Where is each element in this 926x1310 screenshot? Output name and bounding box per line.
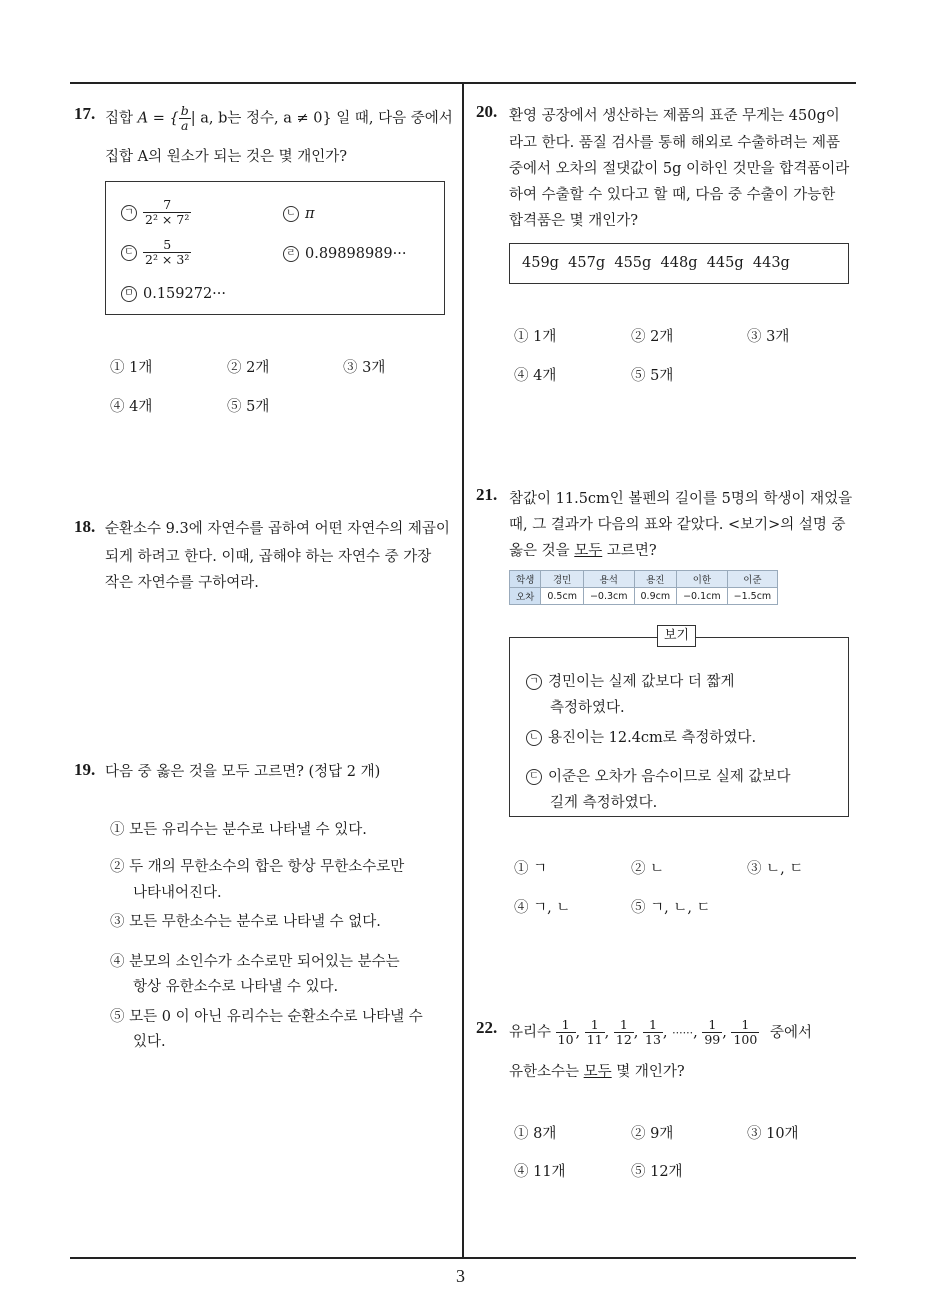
q21-bogi-1-cont: 측정하였다. xyxy=(550,700,625,716)
frac-num: 1 xyxy=(702,1018,722,1033)
q19-option-5[interactable]: ⑤ 모든 0 이 아닌 유리수는 순환소수로 나타낼 수 xyxy=(110,1009,423,1025)
q17-line2: 집합 A의 원소가 되는 것은 몇 개인가? xyxy=(105,149,347,165)
q21-line3 xyxy=(509,539,657,560)
q22-frac-11 xyxy=(585,1018,605,1047)
q17-item3 xyxy=(121,238,191,267)
q21-line3-a: 옳은 것을 xyxy=(509,543,575,559)
q17-text-b: | a, b는 정수, a ≠ 0} 일 때, 다음 중에서 xyxy=(190,110,453,127)
table-cell: −0.3cm xyxy=(583,588,634,605)
mark-circle: ㅁ xyxy=(121,286,137,302)
table-cell: 0.9cm xyxy=(634,588,677,605)
q17-item2 xyxy=(283,206,315,222)
q22-number: 22. xyxy=(476,1018,498,1037)
frac-num: 1 xyxy=(614,1018,634,1033)
q20-choice-4[interactable]: ④ 4개 xyxy=(514,368,557,384)
q17-choice-4[interactable]: ④ 4개 xyxy=(110,399,153,415)
frac-den: 2² × 3² xyxy=(145,252,190,267)
table-cell: −1.5cm xyxy=(727,588,778,605)
q21-choice-2[interactable]: ② ㄴ xyxy=(631,861,665,877)
column-divider xyxy=(462,82,464,1258)
q22-line2-a: 유한소수는 xyxy=(509,1064,584,1080)
q17-choice-2[interactable]: ② 2개 xyxy=(227,360,270,376)
q17-line1 xyxy=(105,104,453,133)
mark-circle: ㄴ xyxy=(283,206,299,222)
q17-fraction xyxy=(179,104,191,133)
q20-number: 20. xyxy=(476,102,498,121)
mark-circle: ㄷ xyxy=(121,245,137,261)
q22-choice-2[interactable]: ② 9개 xyxy=(631,1126,674,1142)
q21-bogi-label: 보기 xyxy=(657,625,696,647)
q21-bogi-2 xyxy=(526,726,756,747)
q20-line3: 중에서 오차의 절댓값이 5g 이하인 것만을 합격품이라 xyxy=(509,161,850,177)
q17-frac-den: a xyxy=(180,118,189,133)
q17-item4 xyxy=(283,246,406,262)
table-cell: 이준 xyxy=(727,571,778,588)
q22-ellipsis: ······ xyxy=(672,1026,694,1040)
mark-circle: ㄱ xyxy=(121,205,137,221)
q22-tail: 중에서 xyxy=(769,1024,812,1041)
frac-den: 99 xyxy=(704,1032,721,1047)
q17-choice-1[interactable]: ① 1개 xyxy=(110,360,153,376)
table-row xyxy=(510,588,778,605)
q20-choice-1[interactable]: ① 1개 xyxy=(514,329,557,345)
q17-item2-text: π xyxy=(305,206,315,222)
frac-num: 1 xyxy=(643,1018,663,1033)
q20-line2: 라고 한다. 품질 검사를 통해 해외로 수출하려는 제품 xyxy=(509,135,841,151)
frac-den: 12 xyxy=(615,1032,632,1047)
q20-line1: 환영 공장에서 생산하는 제품의 표준 무게는 450g이 xyxy=(509,108,840,124)
q17-frac-num: b xyxy=(180,103,189,118)
table-header-row xyxy=(510,571,778,588)
q22-frac-10 xyxy=(556,1018,576,1047)
page-number: 3 xyxy=(456,1266,465,1286)
frac-num: 5 xyxy=(143,238,191,253)
q19-option-4[interactable]: ④ 분모의 소인수가 소수로만 되어있는 분수는 xyxy=(110,954,400,970)
q21-choice-3[interactable]: ③ ㄴ, ㄷ xyxy=(747,861,804,877)
q20-line4: 하여 수출할 수 있다고 할 때, 다음 중 수출이 가능한 xyxy=(509,187,836,203)
table-cell: 0.5cm xyxy=(541,588,584,605)
q22-choice-3[interactable]: ③ 10개 xyxy=(747,1126,799,1142)
q20-choice-3[interactable]: ③ 3개 xyxy=(747,329,790,345)
q20-weights: 459g 457g 455g 448g 445g 443g xyxy=(522,255,790,271)
q21-bogi-3-text: 이준은 오차가 음수이므로 실제 값보다 xyxy=(548,769,791,785)
mark-circle: ㄴ xyxy=(526,730,542,746)
q18-line2: 되게 하려고 한다. 이때, 곱해야 하는 자연수 중 가장 xyxy=(105,549,432,565)
q20-line5: 합격품은 몇 개인가? xyxy=(509,213,639,229)
q19-option-4-cont: 항상 유한소수로 나타낼 수 있다. xyxy=(133,979,339,995)
q22-frac-13 xyxy=(643,1018,663,1047)
q17-item5 xyxy=(121,286,226,302)
q17-set-def: A = { xyxy=(137,110,179,127)
q22-lead: 유리수 xyxy=(509,1024,552,1041)
q19-option-2-cont: 나타내어진다. xyxy=(133,885,222,901)
frac-num: 7 xyxy=(143,198,191,213)
q22-line1: 유리수 $\frac{1}{10}$ , $\frac{1}{11}$ , $\frac{1}{12}$ , $\frac{1}{13}$ , ······, $\frac{1}{99}$ , $\frac{1}{100}$ 중에서 xyxy=(509,1017,812,1047)
q17-choice-5[interactable]: ⑤ 5개 xyxy=(227,399,270,415)
q21-bogi-2-text: 용진이는 12.4cm로 측정하였다. xyxy=(548,730,757,746)
q21-line1: 참값이 11.5cm인 볼펜의 길이를 5명의 학생이 재었을 xyxy=(509,491,853,507)
mark-circle: ㄱ xyxy=(526,674,542,690)
table-cell: 오차 xyxy=(510,588,541,605)
q21-bogi-3-cont: 길게 측정하였다. xyxy=(550,795,658,811)
q19-number: 19. xyxy=(74,760,96,779)
q21-line3-underlined: 모두 xyxy=(574,543,603,559)
q22-line2-b: 몇 개인가? xyxy=(611,1064,685,1080)
q18-line1: 순환소수 9.3에 자연수를 곱하여 어떤 자연수의 제곱이 xyxy=(105,521,450,537)
q17-item4-text: 0.89898989··· xyxy=(305,246,407,262)
table-cell: 경민 xyxy=(541,571,584,588)
q19-option-5-cont: 있다. xyxy=(133,1034,166,1050)
frac-num: 1 xyxy=(585,1018,605,1033)
q21-choice-4[interactable]: ④ ㄱ, ㄴ xyxy=(514,900,571,916)
q17-number: 17. xyxy=(74,104,96,123)
q19-option-2[interactable]: ② 두 개의 무한소수의 합은 항상 무한소수로만 xyxy=(110,859,405,875)
mark-circle: ㄷ xyxy=(526,769,542,785)
table-cell: 이한 xyxy=(677,571,728,588)
table-cell: 용석 xyxy=(583,571,634,588)
q21-number: 21. xyxy=(476,485,498,504)
q22-frac-99 xyxy=(702,1018,722,1047)
q22-choice-5[interactable]: ⑤ 12개 xyxy=(631,1164,683,1180)
mark-circle: ㄹ xyxy=(283,246,299,262)
q17-item3-frac xyxy=(143,238,191,267)
q21-choice-5[interactable]: ⑤ ㄱ, ㄴ, ㄷ xyxy=(631,900,711,916)
q20-choice-5[interactable]: ⑤ 5개 xyxy=(631,368,674,384)
frac-num: 1 xyxy=(731,1018,759,1033)
q17-item1 xyxy=(121,198,191,227)
q21-bogi-1 xyxy=(526,670,735,691)
frac-den: 11 xyxy=(586,1032,603,1047)
q17-text-a: 집합 xyxy=(105,110,138,127)
bottom-rule xyxy=(70,1257,856,1259)
frac-den: 13 xyxy=(645,1032,661,1047)
q17-choice-3[interactable]: ③ 3개 xyxy=(343,360,386,376)
q18-line3: 작은 자연수를 구하여라. xyxy=(105,575,259,591)
table-cell: −0.1cm xyxy=(677,588,728,605)
q17-item1-frac xyxy=(143,198,191,227)
q17-item5-text: 0.159272··· xyxy=(143,286,227,302)
q21-bogi-3 xyxy=(526,765,791,786)
q22-line2-underlined: 모두 xyxy=(583,1064,612,1080)
q22-choice-1[interactable]: ① 8개 xyxy=(514,1126,557,1142)
q21-error-table xyxy=(509,570,778,605)
q21-line2: 때, 그 결과가 다음의 표와 같았다. <보기>의 설명 중 xyxy=(509,517,846,533)
q22-frac-12 xyxy=(614,1018,634,1047)
q22-frac-100 xyxy=(731,1018,759,1047)
q21-line3-b: 고르면? xyxy=(602,543,657,559)
q22-choice-4[interactable]: ④ 11개 xyxy=(514,1164,566,1180)
q21-choice-1[interactable]: ① ㄱ xyxy=(514,861,548,877)
q18-number: 18. xyxy=(74,517,96,536)
q19-text: 다음 중 옳은 것을 모두 고르면? (정답 2 개) xyxy=(105,764,381,780)
q20-choice-2[interactable]: ② 2개 xyxy=(631,329,674,345)
frac-num: 1 xyxy=(556,1018,576,1033)
q19-option-1[interactable]: ① 모든 유리수는 분수로 나타낼 수 있다. xyxy=(110,822,367,838)
q19-option-3[interactable]: ③ 모든 무한소수는 분수로 나타낼 수 없다. xyxy=(110,914,381,930)
q21-bogi-1-text: 경민이는 실제 값보다 더 짧게 xyxy=(548,674,735,690)
table-cell: 학생 xyxy=(510,571,541,588)
frac-den: 2² × 7² xyxy=(145,212,190,227)
frac-den: 100 xyxy=(733,1032,758,1047)
q22-line2 xyxy=(509,1060,685,1081)
frac-den: 10 xyxy=(557,1032,574,1047)
table-cell: 용진 xyxy=(634,571,677,588)
